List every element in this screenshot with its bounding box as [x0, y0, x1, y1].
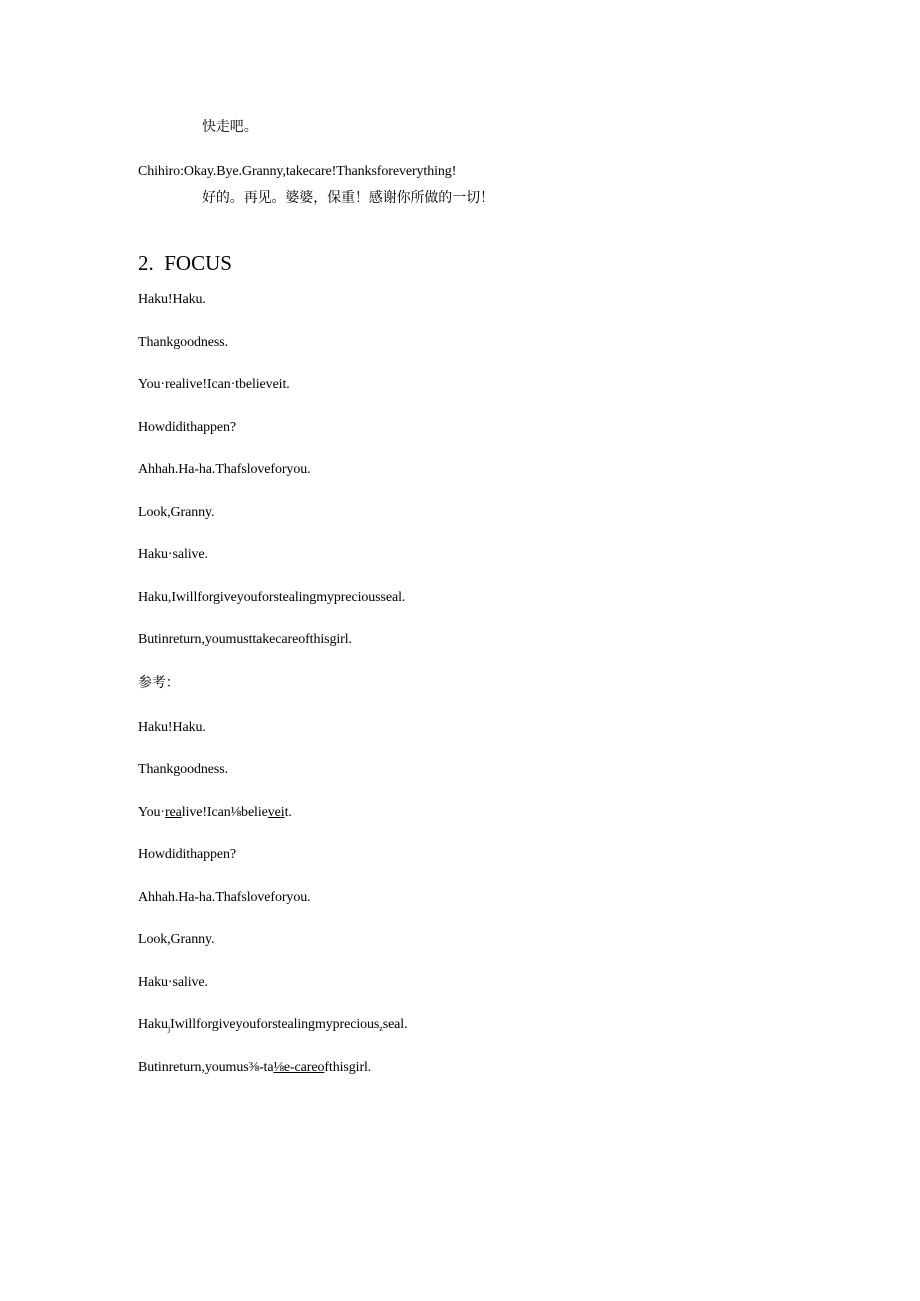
reference-line: Haku·salive.	[138, 975, 208, 990]
dialogue-line-chihiro: Chihiro:Okay.Bye.Granny,takecare!Thanksforeverything!	[138, 164, 457, 179]
text-segment: z	[379, 1024, 383, 1033]
focus-line: Howdidithappen?	[138, 420, 237, 435]
section-number: 2.	[138, 251, 154, 275]
focus-line: You·realive!Ican·tbelieveit.	[138, 377, 290, 392]
reference-line	[138, 1016, 408, 1038]
reference-line: Look,Granny.	[138, 932, 215, 947]
text-segment: -ta	[259, 1060, 274, 1075]
focus-line: Thankgoodness.	[138, 335, 228, 350]
section-heading	[138, 250, 232, 276]
underlined-segment: i	[280, 805, 285, 820]
reference-line: Haku!Haku.	[138, 720, 206, 735]
focus-line: Look,Granny.	[138, 505, 215, 520]
underlined-segment: rea	[164, 805, 182, 820]
text-segment: ⅛	[230, 805, 242, 820]
text-segment: Butinreturn,youmus	[138, 1060, 249, 1075]
underlined-segment: ve	[267, 805, 281, 820]
focus-line: Ahhah.Ha-ha.Thafsloveforyou.	[138, 462, 311, 477]
reference-line: Ahhah.Ha-ha.Thafsloveforyou.	[138, 890, 311, 905]
text-segment: seal.	[382, 1017, 408, 1032]
text-segment: live!Ican	[181, 805, 231, 820]
text-segment: You·	[138, 805, 165, 820]
text-segment: Haku	[138, 1017, 168, 1032]
text-segment: Iwillforgiveyouforstealingmyprecious	[170, 1017, 380, 1032]
chinese-line: 快走吧。	[202, 120, 258, 135]
text-segment: j	[167, 1024, 171, 1033]
reference-line	[138, 1059, 371, 1077]
section-title: FOCUS	[164, 251, 232, 275]
reference-line: Thankgoodness.	[138, 762, 228, 777]
reference-line	[138, 804, 292, 822]
chinese-translation: 好的。再见。婆婆，保重！感谢你所做的一切！	[202, 191, 494, 206]
focus-line: Haku,Iwillforgiveyouforstealingmypreciousseal.	[138, 590, 406, 605]
underlined-segment: reo	[306, 1060, 325, 1075]
focus-line: Butinreturn,youmusttakecareofthisgirl.	[138, 632, 352, 647]
reference-line: Howdidithappen?	[138, 847, 237, 862]
text-segment: fthisgirl.	[324, 1060, 372, 1075]
underlined-segment: ⅛e-ca	[273, 1060, 307, 1075]
text-segment: ⅜	[248, 1060, 259, 1075]
text-segment: belie	[241, 805, 268, 820]
focus-line: Haku·salive.	[138, 547, 208, 562]
focus-line: Haku!Haku.	[138, 292, 206, 307]
reference-label: 参考：	[138, 676, 180, 691]
text-segment: t.	[284, 805, 292, 820]
